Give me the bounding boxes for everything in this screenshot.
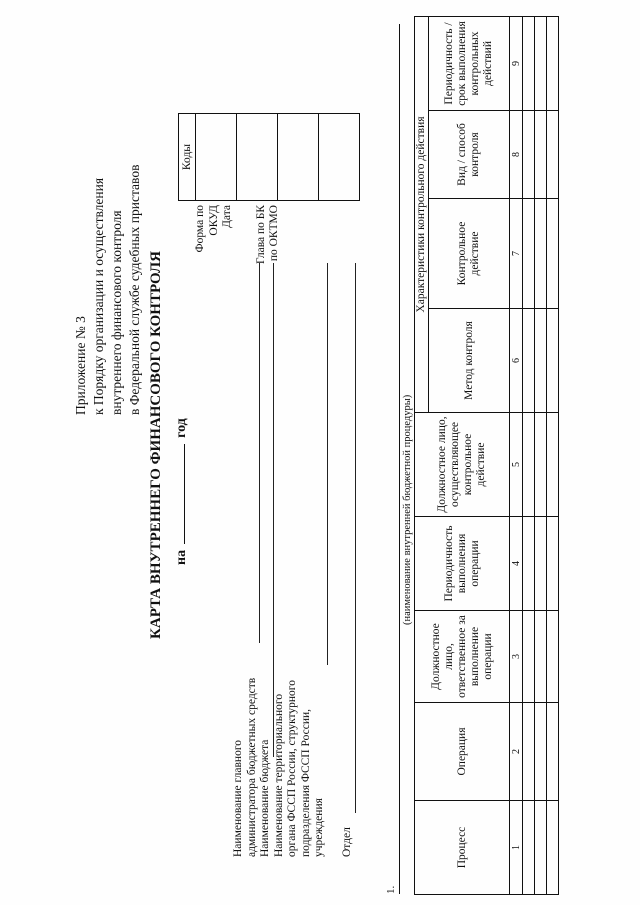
- table-cell[interactable]: [547, 309, 559, 413]
- table-cell[interactable]: [547, 199, 559, 309]
- table-cell[interactable]: [547, 801, 559, 895]
- table-cell[interactable]: [535, 413, 547, 517]
- procedure-number: 1.: [385, 885, 397, 894]
- code-cell-okud[interactable]: [196, 114, 237, 201]
- table-cell[interactable]: [535, 517, 547, 611]
- codes-box: [178, 113, 360, 201]
- code-label-form: Форма по: [194, 205, 206, 253]
- table-cell[interactable]: [523, 199, 535, 309]
- year-suffix: год: [174, 418, 189, 438]
- procedure-caption: (наименование внутренней бюджетной процедуры): [402, 394, 413, 625]
- table-cell[interactable]: [523, 611, 535, 703]
- territorial-fill-line[interactable]: [327, 263, 328, 665]
- col-operation: Операция: [415, 703, 510, 801]
- budget-fill-line[interactable]: [273, 263, 274, 757]
- col-operation-frequency: Периодичность выполнения операции: [415, 517, 510, 611]
- table-cell[interactable]: [547, 611, 559, 703]
- col-control-type: Вид / способ контроля: [429, 111, 510, 199]
- table-cell[interactable]: [523, 17, 535, 111]
- table-cell[interactable]: [523, 309, 535, 413]
- code-label-okud: ОКУД: [207, 205, 220, 236]
- table-row: [523, 17, 535, 895]
- field-label-territorial: учреждения: [313, 798, 325, 857]
- table-cell[interactable]: [535, 309, 547, 413]
- codes-header: Коды: [179, 114, 196, 201]
- col-control-method: Метод контроля: [429, 309, 510, 413]
- table-cell[interactable]: [547, 413, 559, 517]
- table-cell[interactable]: [547, 111, 559, 199]
- table-cell[interactable]: [523, 413, 535, 517]
- appendix-line: Приложение № 3: [73, 316, 88, 415]
- table-cell[interactable]: [535, 111, 547, 199]
- field-label-territorial: подразделения ФССП России,: [299, 708, 312, 857]
- col-number: 9: [510, 17, 523, 111]
- col-control-frequency: Периодичность / срок выполнения контрольных действий: [429, 17, 510, 111]
- year-blank-field[interactable]: [172, 444, 185, 544]
- col-number: 5: [510, 413, 523, 517]
- code-cell-date[interactable]: [237, 114, 278, 201]
- department-fill-line[interactable]: [355, 263, 356, 813]
- appendix-line: внутреннего финансового контроля: [109, 210, 124, 415]
- col-number: 1: [510, 801, 523, 895]
- document-title: КАРТА ВНУТРЕННЕГО ФИНАНСОВОГО КОНТРОЛЯ: [148, 251, 164, 640]
- procedure-fill-line[interactable]: [399, 24, 400, 894]
- table-cell[interactable]: [535, 611, 547, 703]
- code-labels: [194, 205, 282, 345]
- code-label-bk: Глава по БК: [254, 205, 267, 264]
- table-cell[interactable]: [523, 517, 535, 611]
- table-cell[interactable]: [535, 703, 547, 801]
- field-label-admin: Наименование главного: [232, 739, 244, 857]
- col-number: 2: [510, 703, 523, 801]
- col-number: 3: [510, 611, 523, 703]
- code-label-date: Дата: [221, 205, 233, 228]
- year-prefix: на: [174, 549, 189, 565]
- table-cell[interactable]: [547, 17, 559, 111]
- table-row: [535, 17, 547, 895]
- appendix-line: в Федеральной службе судебных приставов: [127, 164, 142, 415]
- code-cell-bk[interactable]: [278, 114, 319, 201]
- table-cell[interactable]: [547, 703, 559, 801]
- control-table: [414, 16, 559, 895]
- appendix-line: к Порядку организации и осуществления: [91, 177, 106, 415]
- table-cell[interactable]: [535, 199, 547, 309]
- table-cell[interactable]: [547, 517, 559, 611]
- code-label-oktmo: по ОКТМО: [268, 205, 280, 262]
- table-row: [547, 17, 559, 895]
- col-number: 4: [510, 517, 523, 611]
- column-number-row: [510, 17, 523, 895]
- table-cell[interactable]: [535, 801, 547, 895]
- table-cell[interactable]: [535, 17, 547, 111]
- table-cell[interactable]: [523, 801, 535, 895]
- field-label-budget: Наименование бюджета: [259, 739, 271, 857]
- table-cell[interactable]: [523, 703, 535, 801]
- appendix-heading: [72, 165, 144, 415]
- table-cell[interactable]: [523, 111, 535, 199]
- group-control-characteristics: Характеристики контрольного действия: [415, 17, 429, 413]
- fields-block: [232, 678, 354, 857]
- col-control-action: Контрольное действие: [429, 199, 510, 309]
- col-number: 8: [510, 111, 523, 199]
- year-line: [172, 418, 190, 565]
- code-cell-oktmo[interactable]: [319, 114, 360, 201]
- field-label-department: Отдел: [340, 827, 353, 857]
- col-number: 7: [510, 199, 523, 309]
- col-responsible: Должностное лицо, ответственное за выполнение операции: [415, 611, 510, 703]
- field-label-admin: администратора бюджетных средств: [245, 677, 258, 857]
- col-controller: Должностное лицо, осуществляющее контрольное действие: [415, 413, 510, 517]
- col-number: 6: [510, 309, 523, 413]
- field-label-territorial: Наименование территориального: [272, 693, 285, 857]
- col-process: Процесс: [415, 801, 510, 895]
- admin-fill-line[interactable]: [259, 263, 260, 643]
- field-label-territorial: органа ФССП России, структурного: [286, 680, 298, 857]
